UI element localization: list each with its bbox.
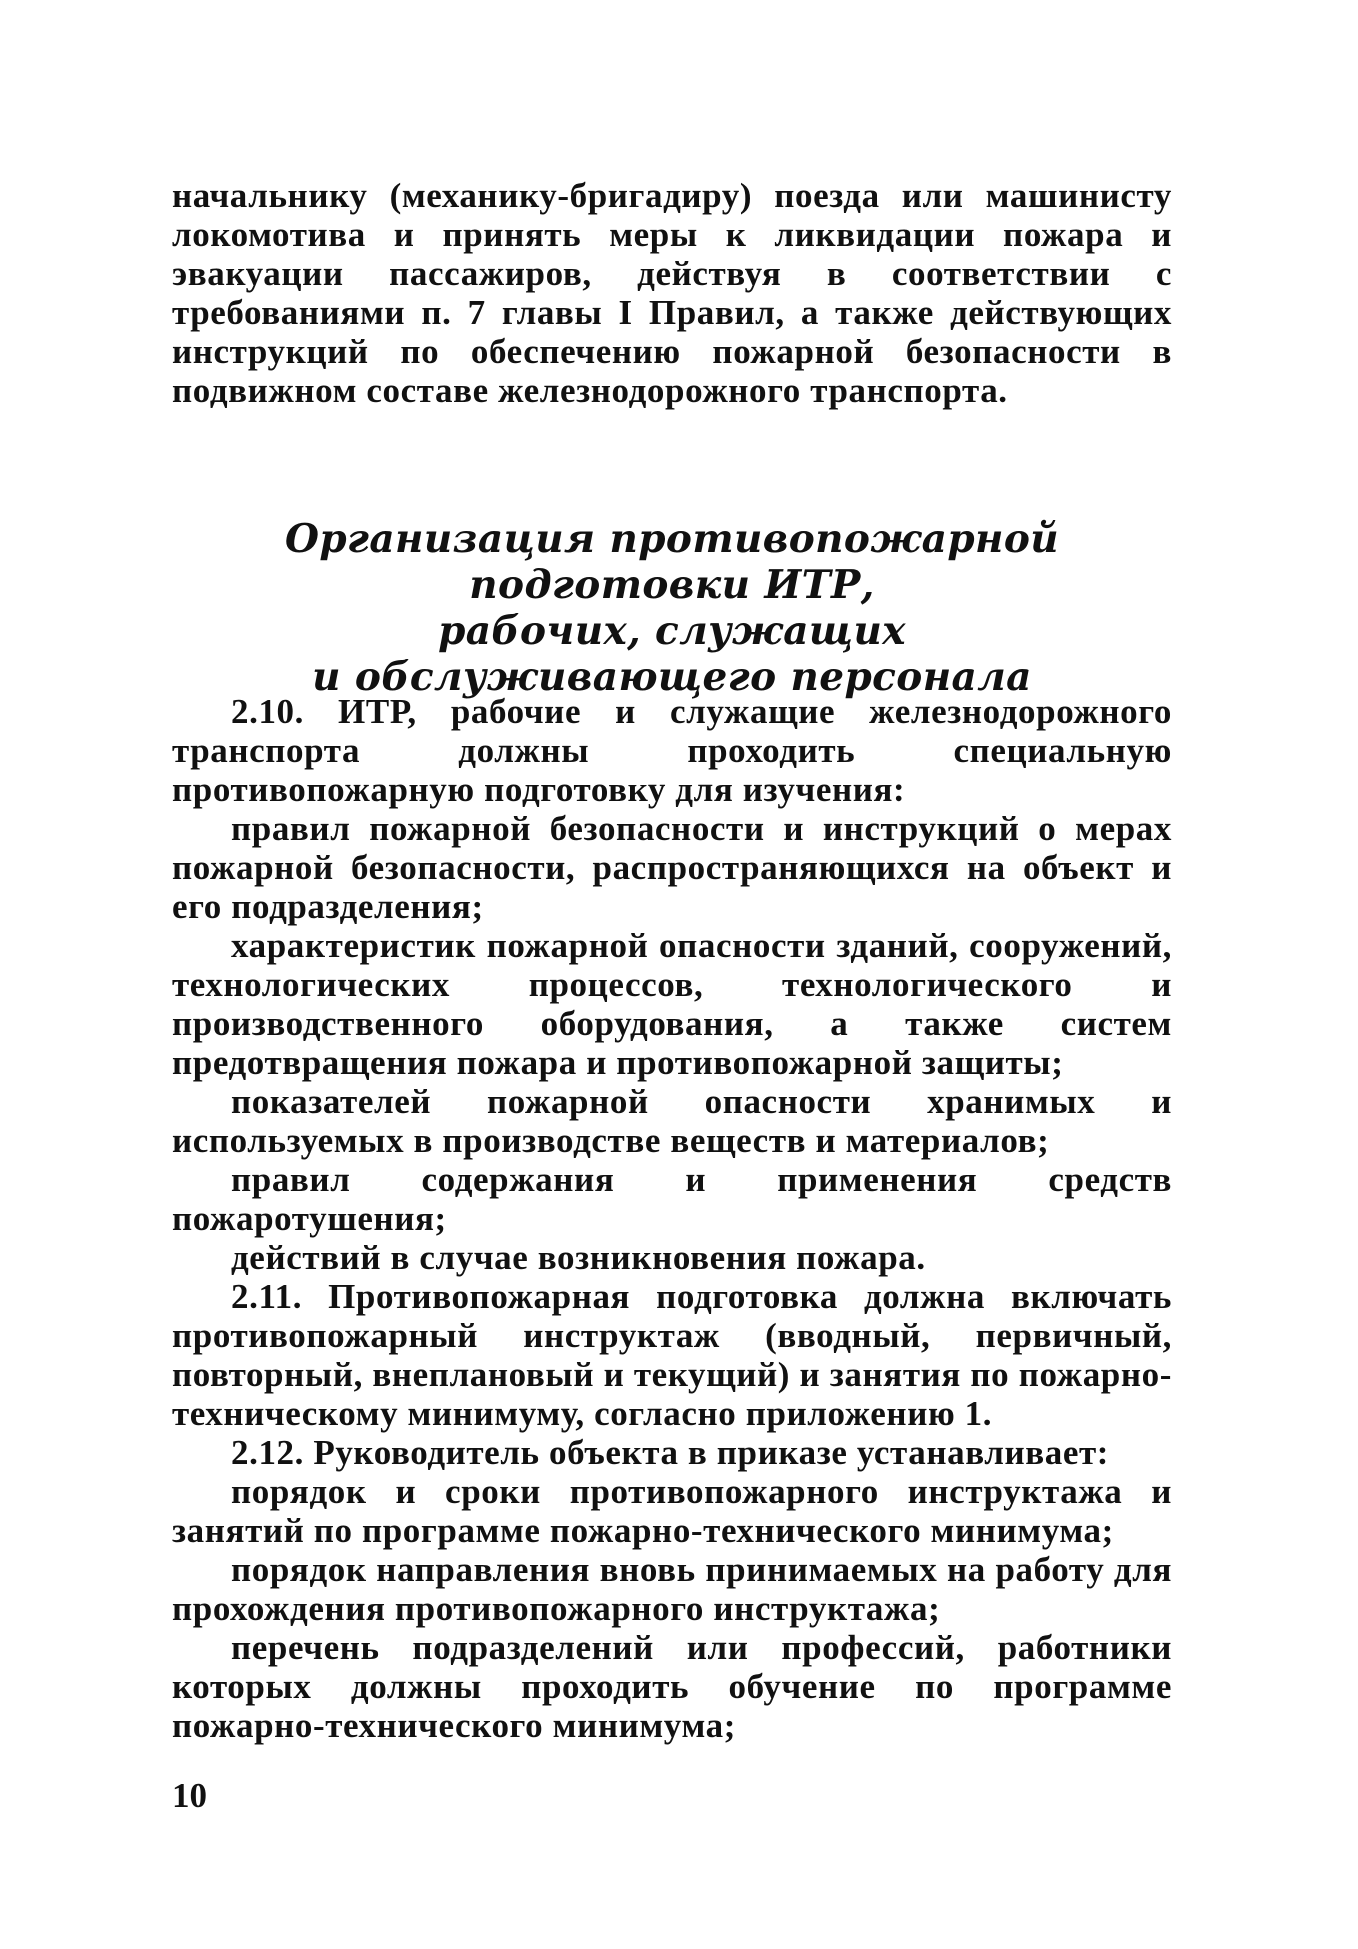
list-item-training-units: перечень подразделений или профессий, работники которых должны проходить обучение по программе пожарно-технического минимума; [172,1628,1172,1745]
section-heading-line-2: рабочих, служащих [438,608,906,654]
paragraph-2-12: 2.12. Руководитель объекта в приказе устанавливает: [231,1433,1110,1472]
continuation-paragraph: начальнику (механику-бригадиру) поезда или машинисту локомотива и принять меры к ликвидации пожара и эвакуации пассажиров, действуя в соответствии с требованиями п. 7 главы I Правил, а также действующих инструкций по обеспечению пожарной безопасности в подвижном составе железнодорожного транспорта. [172,176,1172,410]
list-item-hazard-indicators: показателей пожарной опасности хранимых и используемых в производстве веществ и материалов; [172,1082,1172,1160]
list-item-fire-hazard-characteristics: характеристик пожарной опасности зданий, сооружений, технологических процессов, технологического и производственного оборудования, а также систем предотвращения пожара и противопожарной защиты; [172,926,1172,1082]
continuation-paragraph-block [172,176,1172,410]
list-item-new-hire-referral: порядок направления вновь принимаемых на работу для прохождения противопожарного инструктажа; [172,1550,1172,1628]
section-heading-line-1: Организация противопожарной подготовки ИТР, [284,516,1059,608]
section-heading-line-3: и обслуживающего персонала [312,654,1032,700]
paragraph-2-11: 2.11. Противопожарная подготовка должна включать противопожарный инструктаж (вводный, первичный, повторный, внеплановый и текущий) и занятия по пожарно-техническому минимуму, согласно приложению 1. [172,1277,1172,1433]
list-item-extinguishing-means: правил содержания и применения средств пожаротушения; [172,1160,1172,1238]
list-item-briefing-schedule: порядок и сроки противопожарного инструктажа и занятий по программе пожарно-технического минимума; [172,1472,1172,1550]
section-body [172,692,1172,1745]
section-heading [172,516,1172,700]
page-number: 10 [172,1776,207,1815]
list-item-fire-actions: действий в случае возникновения пожара. [231,1238,926,1277]
paragraph-2-10: 2.10. ИТР, рабочие и служащие железнодорожного транспорта должны проходить специальную противопожарную подготовку для изучения: [172,692,1172,809]
list-item-fire-safety-rules: правил пожарной безопасности и инструкций о мерах пожарной безопасности, распространяющихся на объект и его подразделения; [172,809,1172,926]
